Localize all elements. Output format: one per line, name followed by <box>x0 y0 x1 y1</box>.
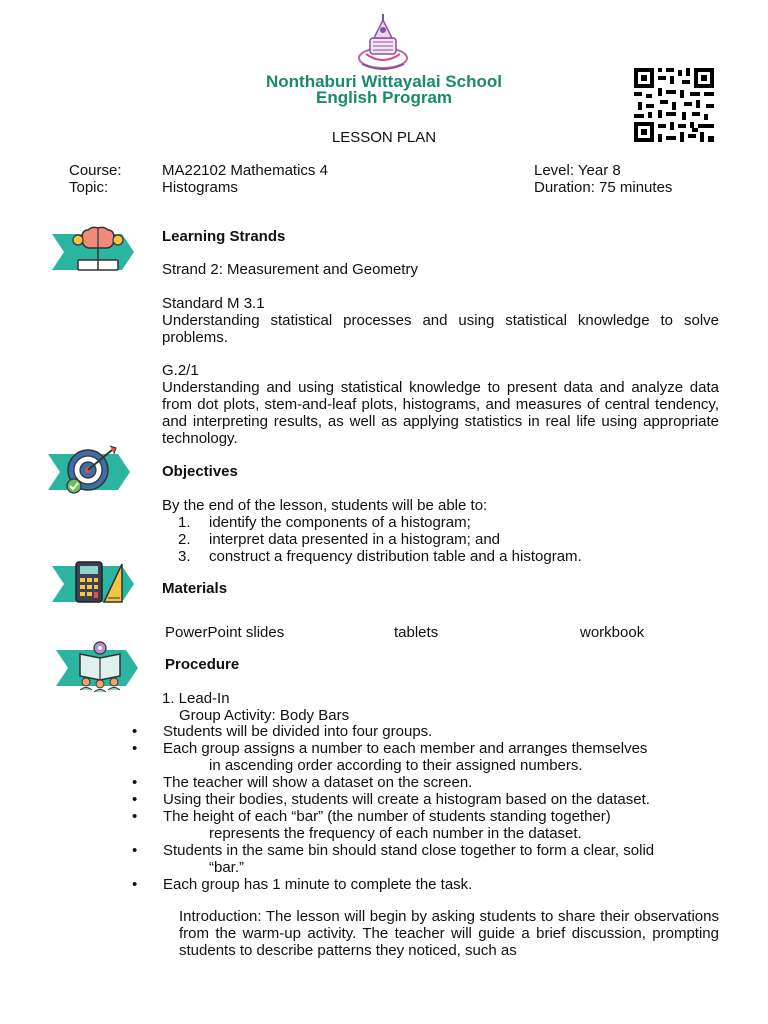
indicator-title: G.2/1 <box>162 362 199 379</box>
materials-heading: Materials <box>162 580 228 597</box>
objectives-list <box>178 514 582 565</box>
list-item: • Students in the same bin should stand close together to form a clear, solid “bar.” <box>132 842 655 876</box>
procedure-heading: Procedure <box>165 656 240 673</box>
procedure-bullets <box>130 723 690 893</box>
list-item: • Each group assigns a number to each member and arranges themselves in ascending order according to their assigned numbers. <box>132 740 648 774</box>
brain-book-icon <box>52 226 136 278</box>
group-book-icon <box>56 640 140 692</box>
standard-text: Understanding statistical processes and using statistical knowledge to solve problems. <box>162 312 719 346</box>
course-label: Course: <box>69 162 122 179</box>
material-item: PowerPoint slides <box>165 624 285 641</box>
indicator-text: Understanding and using statistical knowledge to present data and analyze data from dot plots, stem-and-leaf plots, histograms, and measures of central tendency, and interpreting results, as well as applying statistics in real life using appropriate technology. <box>162 379 719 447</box>
introduction-text: Introduction: The lesson will begin by asking students to share their observations from the warm-up activity. The teacher will guide a brief discussion, prompting students to describe patterns they noticed, such as <box>179 908 719 959</box>
list-item: 3. construct a frequency distribution table and a histogram. <box>178 548 582 565</box>
learning-strands-heading: Learning Strands <box>162 228 286 245</box>
material-item: workbook <box>580 624 645 641</box>
list-item: • Using their bodies, students will create a histogram based on the dataset. <box>132 791 650 808</box>
duration-text: Duration: 75 minutes <box>534 179 673 196</box>
procedure-activity: Group Activity: Body Bars <box>179 707 350 724</box>
list-item: • The height of each “bar” (the number of students standing together) represents the frequency of each number in the dataset. <box>132 808 611 842</box>
topic-value: Histograms <box>162 179 238 196</box>
material-item: tablets <box>394 624 439 641</box>
level-text: Level: Year 8 <box>534 162 621 179</box>
list-item: 1. identify the components of a histogram; <box>178 514 471 531</box>
objectives-intro: By the end of the lesson, students will be able to: <box>162 497 488 514</box>
calculator-ruler-icon <box>52 558 136 608</box>
list-item: • The teacher will show a dataset on the screen. <box>132 774 473 791</box>
target-icon <box>48 444 132 498</box>
document-title: LESSON PLAN <box>331 129 437 146</box>
program-name: English Program <box>315 88 453 107</box>
objectives-heading: Objectives <box>162 463 238 480</box>
topic-label: Topic: <box>69 179 109 196</box>
standard-title: Standard M 3.1 <box>162 295 265 312</box>
procedure-step-title: 1. Lead-In <box>162 690 230 707</box>
list-item: • Each group has 1 minute to complete the task. <box>132 876 473 893</box>
school-crest-icon <box>356 12 410 72</box>
course-value: MA22102 Mathematics 4 <box>162 162 328 179</box>
list-item: 2. interpret data presented in a histogram; and <box>178 531 501 548</box>
list-item: • Students will be divided into four groups. <box>132 723 433 740</box>
strand-text: Strand 2: Measurement and Geometry <box>162 261 418 278</box>
school-name: Nonthaburi Wittayalai School <box>266 72 502 91</box>
